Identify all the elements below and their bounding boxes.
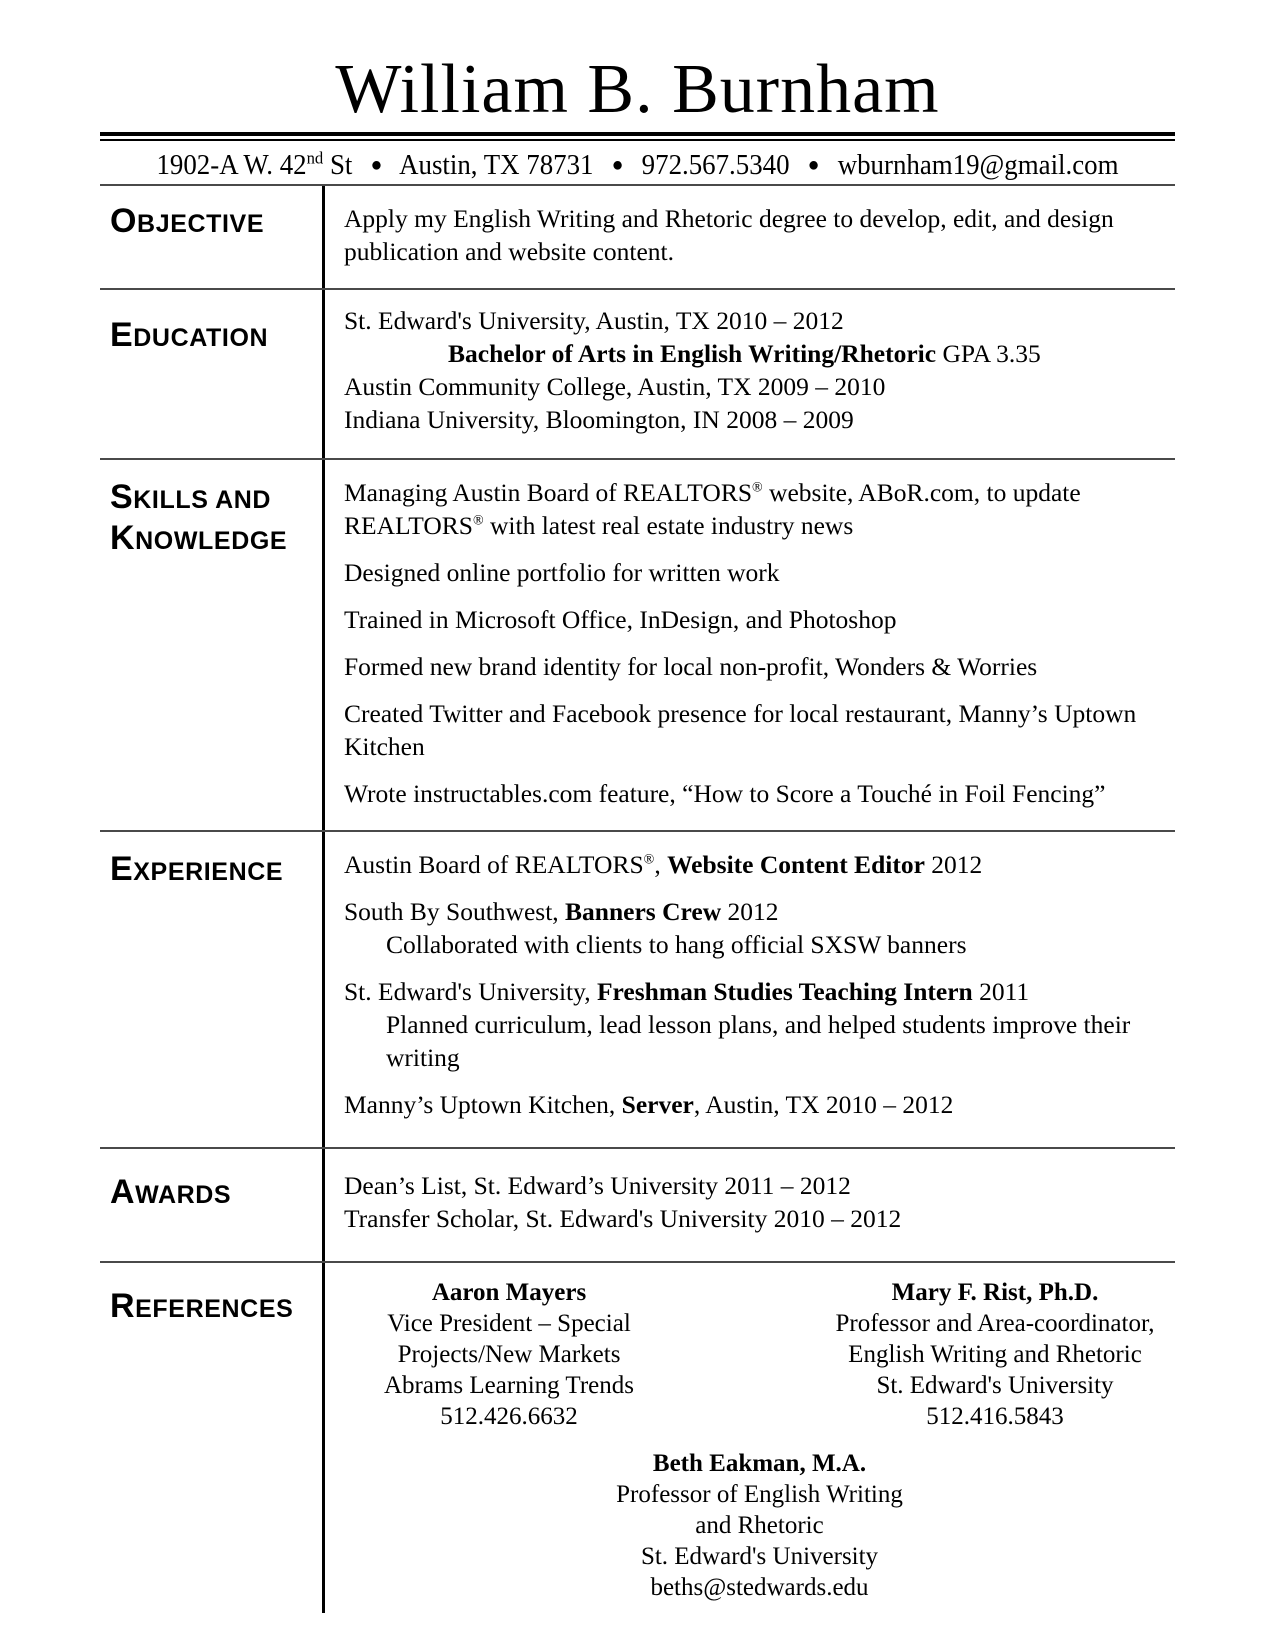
reference-detail: English Writing and Rhetoric: [848, 1340, 1142, 1368]
references-row-secondary: [344, 1448, 1175, 1603]
heading-initial: K: [110, 518, 136, 557]
experience-entry: [344, 848, 1175, 881]
section-label-references: [100, 1261, 322, 1328]
experience-headline: Austin Board of REALTORS®, Website Content Editor 2012: [344, 849, 983, 879]
address-ordinal-suffix: nd: [306, 148, 324, 168]
registered-trademark-icon: ®: [643, 852, 655, 868]
experience-detail: Collaborated with clients to hang official SXSW banners: [386, 929, 967, 959]
heading-initial: R: [110, 1286, 136, 1325]
reference-name: Aaron Mayers: [431, 1278, 587, 1306]
experience-entry: [344, 1088, 1175, 1121]
heading-initial: S: [110, 477, 134, 516]
section-rule: [100, 1147, 1175, 1149]
reference-card: [815, 1277, 1175, 1432]
skill-item: Created Twitter and Facebook presence for local restaurant, Manny’s Uptown Kitchen: [344, 698, 1137, 761]
experience-headline: St. Edward's University, Freshman Studies Teaching Intern 2011: [344, 976, 1030, 1006]
section-label-awards: [100, 1147, 322, 1214]
heading-initial: O: [110, 201, 138, 240]
section-rule: [100, 184, 1175, 186]
section-content-awards: [322, 1147, 1175, 1261]
references-row: [344, 1277, 1175, 1432]
skill-item: Managing Austin Board of REALTORS® website, ABoR.com, to update REALTORS® with latest real estate industry news: [344, 477, 1081, 540]
heading-rest: BJECTIVE: [137, 209, 265, 238]
section-experience: [100, 830, 1175, 1147]
contact-line: [122, 147, 1154, 184]
section-references: [100, 1261, 1175, 1613]
section-heading: [110, 1287, 322, 1328]
reference-card: [344, 1277, 674, 1432]
contact-phone: 972.567.5340: [641, 149, 790, 181]
bullet-separator-icon: ●: [611, 154, 624, 176]
section-content-experience: [322, 830, 1175, 1147]
objective-text: Apply my English Writing and Rhetoric degree to develop, edit, and design publication and website content.: [344, 203, 1114, 266]
section-label-objective: [100, 184, 322, 243]
education-entry: Indiana University, Bloomington, IN 2008 – 2009: [344, 404, 854, 434]
section-heading: [110, 202, 322, 243]
section-content-skills: [322, 458, 1175, 830]
section-label-education: [100, 288, 322, 357]
contact-city: Austin, TX 78731: [399, 149, 594, 181]
skill-item: Trained in Microsoft Office, InDesign, and Photoshop: [344, 604, 897, 634]
contact-email: wburnham19@gmail.com: [837, 149, 1119, 181]
section-rule: [100, 830, 1175, 832]
reference-phone: 512.416.5843: [926, 1402, 1064, 1430]
section-label-experience: [100, 830, 322, 891]
section-heading: [110, 316, 322, 357]
section-skills-and-knowledge: [100, 458, 1175, 830]
experience-headline: Manny’s Uptown Kitchen, Server, Austin, TX 2010 – 2012: [344, 1089, 954, 1119]
reference-detail: Abrams Learning Trends: [384, 1371, 634, 1399]
skill-item: Formed new brand identity for local non-profit, Wonders & Worries: [344, 651, 1038, 681]
heading-initial: E: [110, 315, 134, 354]
section-rule: [100, 1261, 1175, 1263]
contact-address: 1902-A W. 42nd St: [156, 148, 353, 181]
reference-name: Beth Eakman, M.A.: [652, 1449, 867, 1477]
section-rule: [100, 458, 1175, 460]
bullet-separator-icon: ●: [370, 154, 383, 176]
experience-entry: [344, 895, 1175, 961]
section-label-skills: [100, 458, 322, 560]
reference-detail: Professor and Area-coordinator,: [835, 1309, 1155, 1337]
heading-initial: A: [110, 1172, 136, 1211]
reference-detail: and Rhetoric: [695, 1511, 824, 1539]
section-content-objective: [322, 184, 1175, 288]
reference-detail: St. Edward's University: [876, 1371, 1114, 1399]
reference-detail: Professor of English Writing: [616, 1480, 903, 1508]
education-entry: Austin Community College, Austin, TX 2009 – 2010: [344, 371, 886, 401]
reference-email: beths@stedwards.edu: [650, 1573, 869, 1601]
reference-card: [595, 1448, 925, 1603]
heading-initial: E: [110, 849, 134, 888]
section-heading-line2: [110, 519, 322, 560]
page-title: William B. Burnham: [335, 51, 940, 128]
registered-trademark-icon: ®: [752, 480, 763, 496]
resume-body: [100, 184, 1175, 1613]
education-degree: [344, 337, 1175, 370]
resume-header: [0, 0, 1275, 184]
heading-rest: XPERIENCE: [133, 857, 284, 886]
degree-title: Bachelor of Arts in English Writing/Rhetoric: [448, 338, 937, 368]
award-item: Dean’s List, St. Edward’s University 2011 – 2012: [344, 1170, 851, 1200]
heading-rest: DUCATION: [133, 323, 269, 352]
job-title: Website Content Editor: [667, 849, 925, 879]
skill-item: Designed online portfolio for written work: [344, 557, 780, 587]
job-title: Server: [621, 1089, 694, 1119]
experience-headline: South By Southwest, Banners Crew 2012: [344, 896, 779, 926]
heading-rest: EFERENCES: [135, 1294, 294, 1323]
section-objective: [100, 184, 1175, 288]
reference-detail: Vice President – Special: [387, 1309, 631, 1337]
degree-gpa: GPA 3.35: [936, 338, 1041, 368]
skill-item: Wrote instructables.com feature, “How to Score a Touché in Foil Fencing”: [344, 778, 1106, 808]
section-heading: [110, 850, 322, 891]
heading-rest: KILLS AND: [133, 485, 272, 514]
section-heading-line1: [110, 478, 322, 519]
header-divider: [100, 132, 1175, 141]
reference-name: Mary F. Rist, Ph.D.: [891, 1278, 1099, 1306]
job-title: Freshman Studies Teaching Intern: [596, 976, 973, 1006]
experience-detail: Planned curriculum, lead lesson plans, and helped students improve their writing: [386, 1009, 1131, 1072]
heading-rest: WARDS: [135, 1180, 232, 1209]
section-content-references: [322, 1261, 1175, 1613]
section-education: [100, 288, 1175, 458]
bullet-separator-icon: ●: [807, 154, 820, 176]
experience-entry: [344, 975, 1175, 1074]
section-content-education: [322, 288, 1175, 458]
section-heading: [110, 1173, 322, 1214]
job-title: Banners Crew: [565, 896, 722, 926]
award-item: Transfer Scholar, St. Edward's University 2010 – 2012: [344, 1203, 902, 1233]
reference-phone: 512.426.6632: [440, 1402, 578, 1430]
heading-rest: NOWLEDGE: [135, 526, 288, 555]
education-entry: St. Edward's University, Austin, TX 2010 – 2012: [344, 305, 844, 335]
section-awards: [100, 1147, 1175, 1261]
reference-detail: St. Edward's University: [640, 1542, 879, 1570]
registered-trademark-icon: ®: [472, 513, 484, 529]
section-rule: [100, 288, 1175, 290]
reference-detail: Projects/New Markets: [397, 1340, 621, 1368]
